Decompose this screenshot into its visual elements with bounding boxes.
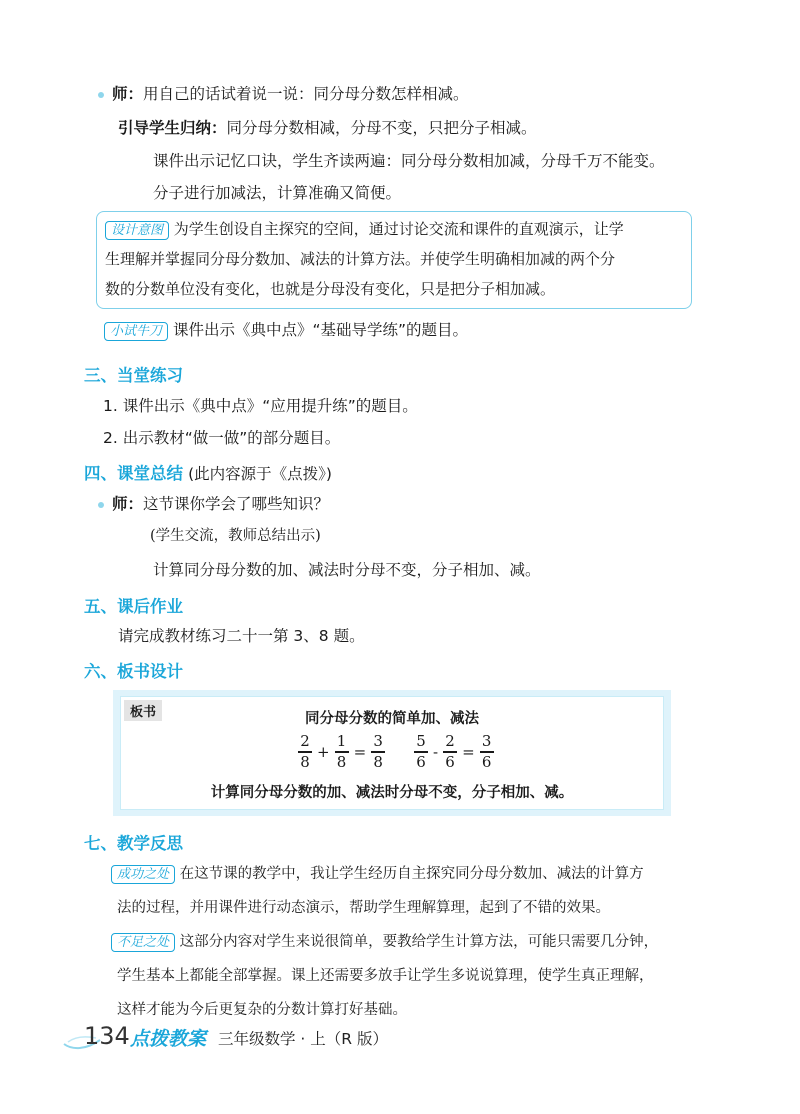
trial-text: 课件出示《典中点》“基础导学练”的题目。: [172, 321, 469, 339]
design-intent-text-1: 为学生创设自主探究的空间，通过讨论交流和课件的直观演示，让学: [173, 220, 624, 238]
section5-title: 五、课后作业: [84, 597, 183, 616]
denominator: 6: [416, 752, 426, 771]
equals-sign: =: [462, 742, 475, 761]
success-text-1: 在这节课的教学中，我让学生经历自主探究同分母分数加、减法的计算方: [179, 866, 644, 882]
design-intent-box: [96, 211, 692, 309]
design-intent-line-2: 生理解并掌握同分母分数加、减法的计算方法。并使学生明确相加减的两个分: [105, 250, 616, 268]
numerator: 1: [336, 732, 347, 750]
success-line-1: [111, 857, 644, 891]
denominator: 8: [373, 752, 383, 771]
courseware-line-2: 分子进行加减法，计算准确又简便。: [153, 184, 402, 202]
fraction: [443, 733, 457, 771]
numerator: 5: [416, 732, 426, 750]
board-equation-1: [295, 733, 388, 771]
section4-summary: 计算同分母分数的加、减法时分母不变，分子相加、减。: [153, 561, 541, 579]
shortfall-line-1: [111, 925, 658, 959]
fraction: [371, 733, 385, 771]
board-label: 板书: [124, 700, 162, 721]
section4-question: 这节课你学会了哪些知识？: [143, 495, 330, 513]
courseware-line-1: 课件出示记忆口诀，学生齐读两遍：同分母分数相加减，分母千万不能变。: [153, 152, 665, 170]
guide-label: 引导学生归纳：: [118, 119, 227, 137]
section3-item-2: 2. 出示教材“做一做”的部分题目。: [103, 429, 341, 447]
trial-line: [104, 319, 468, 341]
bullet-dot-icon: [98, 502, 104, 508]
section4-title: 四、课堂总结: [84, 464, 183, 483]
speaker-label: 师：: [112, 85, 144, 103]
denominator: 6: [445, 752, 455, 771]
fraction: [298, 733, 312, 771]
numerator: 3: [373, 732, 383, 750]
numerator: 2: [445, 732, 455, 750]
page-number: 134: [84, 1022, 130, 1050]
section4-question-line: [98, 493, 329, 515]
numerator: 2: [300, 732, 310, 750]
speaker-label: 师：: [112, 495, 144, 513]
section7-title: 七、教学反思: [84, 834, 183, 853]
brand-logo: 点拨教案: [130, 1028, 207, 1050]
section6-title: 六、板书设计: [84, 662, 183, 681]
equals-sign: =: [353, 742, 367, 761]
section4-exchange: (学生交流，教师总结出示): [150, 528, 321, 544]
design-intent-line-3: 数的分数单位没有变化，也就是分母没有变化，只是把分子相加减。: [105, 280, 556, 298]
teacher-ask-text: 用自己的话试着说一说：同分母分数怎样相减。: [143, 85, 469, 103]
board-title: 同分母分数的简单加、减法: [305, 710, 479, 727]
board-equation-2: [411, 733, 497, 771]
section4-heading: [84, 460, 332, 484]
board-panel: [120, 696, 664, 810]
design-intent-tag: 设计意图: [105, 221, 169, 240]
fraction: [414, 733, 428, 771]
success-line-2: 法的过程，并用课件进行动态演示，帮助学生理解算理，起到了不错的效果。: [117, 900, 610, 916]
section4-note: (此内容源于《点拨》): [188, 465, 332, 483]
fraction: [480, 733, 494, 771]
bullet-dot-icon: [98, 92, 104, 98]
plus-sign: +: [317, 742, 330, 761]
denominator: 6: [481, 752, 492, 771]
section5-text: 请完成教材练习二十一第 3、8 题。: [118, 627, 365, 645]
blackboard-design: [113, 690, 671, 816]
minus-sign: -: [433, 742, 439, 761]
guide-text: 同分母分数相减，分母不变，只把分子相减。: [226, 119, 537, 137]
shortfall-text-1: 这部分内容对学生来说很简单，要教给学生计算方法，可能只需要几分钟，: [179, 934, 659, 950]
board-rule: 计算同分母分数的加、减法时分母不变，分子相加、减。: [210, 784, 574, 801]
denominator: 8: [336, 752, 347, 771]
shortfall-line-2: 学生基本上都能全部掌握。课上还需要多放手让学生多说说算理，使学生真正理解，: [117, 968, 654, 984]
design-intent-line-1: [105, 214, 624, 244]
denominator: 8: [300, 752, 310, 771]
teacher-ask-line: [98, 83, 469, 105]
book-title: 三年级数学 · 上（R 版）: [218, 1030, 388, 1048]
shortfall-line-3: 这样才能为今后更复杂的分数计算打好基础。: [117, 1002, 407, 1018]
fraction: [335, 733, 349, 771]
shortfall-tag: 不足之处: [111, 933, 175, 952]
success-tag: 成功之处: [111, 865, 175, 884]
trial-tag: 小试牛刀: [104, 322, 168, 341]
section3-title: 三、当堂练习: [84, 366, 183, 385]
numerator: 3: [481, 732, 492, 750]
section3-item-1: 1. 课件出示《典中点》“应用提升练”的题目。: [103, 397, 418, 415]
guide-line: [118, 117, 537, 139]
